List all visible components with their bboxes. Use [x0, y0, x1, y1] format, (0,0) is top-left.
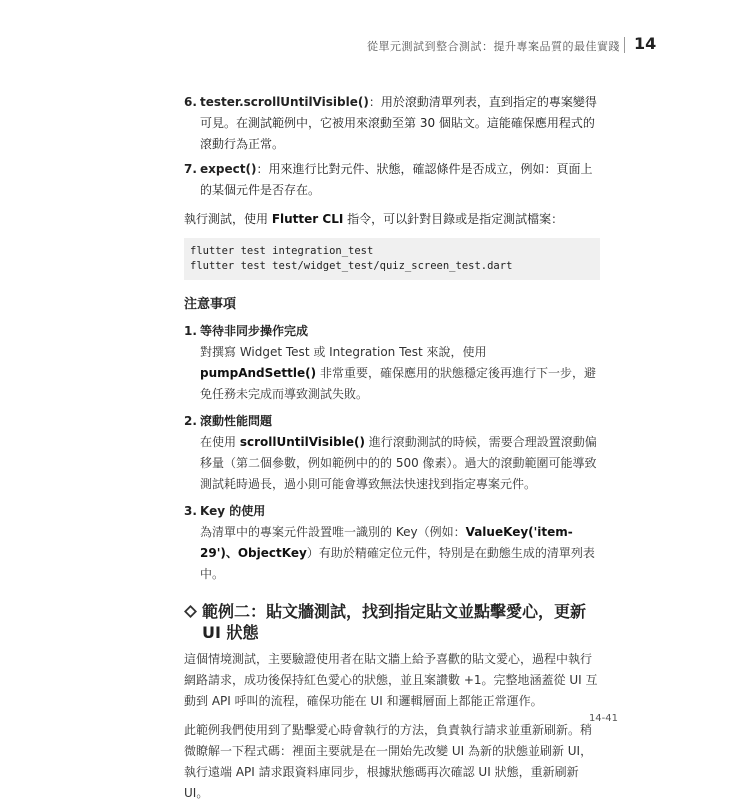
page-number: 14-41 [588, 713, 618, 724]
note-body-text-post: 進行滾動測試的時候，需要合理設置滾動偏移量（第二個參數，例如範例中的的 500 像素）。過大的滾動範圍可能導致測試耗時過長，過小則可能會導致無法快速找到指定專案元件。 [200, 435, 597, 491]
note-item [184, 321, 600, 405]
diamond-icon [184, 605, 197, 618]
note-body [200, 522, 600, 585]
code-block: flutter test integration_test flutter test test/widget_test/quiz_screen_test.dart [184, 238, 600, 280]
note-head: Key 的使用 [200, 504, 266, 518]
list-item-desc: ：用來進行比對元件、狀態，確認條件是否成立，例如：頁面上的某個元件是否存在。 [200, 162, 593, 197]
section-paragraph: 此範例我們使用到了點擊愛心時會執行的方法，負責執行請求並重新刷新。稍微瞭解一下程式碼：裡面主要就是在一開始先改變 UI 為新的狀態並刷新 UI，執行遠端 API 請求跟資料庫同步，根據狀態碼再次確認 UI 狀態，重新刷新 UI。 [184, 723, 593, 800]
running-title: 從單元測試到整合測試：提升專案品質的最佳實踐 [367, 40, 620, 53]
run-test-text: 執行測試，使用 [184, 212, 272, 226]
section-title-text: 範例二：貼文牆測試，找到指定貼文並點擊愛心，更新 UI 狀態 [202, 602, 587, 642]
note-head: 滾動性能問題 [200, 414, 273, 428]
list-item-number: 7. [184, 162, 197, 176]
run-test-text-post: 指令，可以針對目錄或是指定測試檔案： [343, 212, 564, 226]
note-item [184, 411, 600, 495]
page-content [184, 92, 600, 812]
list-item-head: expect() [200, 162, 257, 176]
note-body [200, 342, 600, 405]
note-body [200, 432, 600, 495]
header-divider [624, 37, 625, 53]
note-head: 等待非同步操作完成 [200, 324, 309, 338]
chapter-number: 14 [634, 34, 657, 53]
note-body-text-post: 非常重要，確保應用的狀態穩定後再進行下一步，避免任務未完成而導致測試失敗。 [200, 366, 596, 401]
note-body-keyword: scrollUntilVisible() [239, 435, 365, 449]
section-paragraph: 這個情境測試，主要驗證使用者在貼文牆上給予喜歡的貼文愛心，過程中執行網路請求，成功後保持紅色愛心的狀態，並且案讚數 +1。完整地涵蓋從 UI 互動到 API 呼叫的流程，確保功能在 UI 和邏輯層面上都能正常運作。 [184, 652, 598, 708]
section-title [184, 601, 600, 643]
note-body-keyword: ValueKey('item-29')、ObjectKey [200, 525, 573, 560]
note-number: 2. [184, 414, 197, 428]
list-item-head: tester.scrollUntilVisible() [200, 95, 369, 109]
note-item [184, 501, 600, 585]
note-body-keyword: pumpAndSettle() [200, 366, 317, 380]
list-item-desc: ：用於滾動清單列表，直到指定的專案變得可見。在測試範例中，它被用來滾動至第 30 個貼文。這能確保應用程式的滾動行為正常。 [200, 95, 597, 151]
run-test-paragraph [184, 209, 600, 230]
list-item-number: 6. [184, 95, 197, 109]
note-number: 1. [184, 324, 197, 338]
list-item [184, 92, 600, 155]
note-number: 3. [184, 504, 197, 518]
note-body-text-post: ）有助於精確定位元件，特別是在動態生成的清單列表中。 [200, 546, 595, 581]
notes-title: 注意事項 [184, 297, 237, 312]
note-body-text: 為清單中的專案元件設置唯一識別的 Key（例如： [200, 525, 466, 539]
note-body-text: 對撰寫 Widget Test 或 Integration Test 來說，使用 [200, 345, 487, 359]
list-item [184, 159, 600, 201]
run-test-cli: Flutter CLI [271, 212, 344, 226]
note-body-text: 在使用 [200, 435, 240, 449]
